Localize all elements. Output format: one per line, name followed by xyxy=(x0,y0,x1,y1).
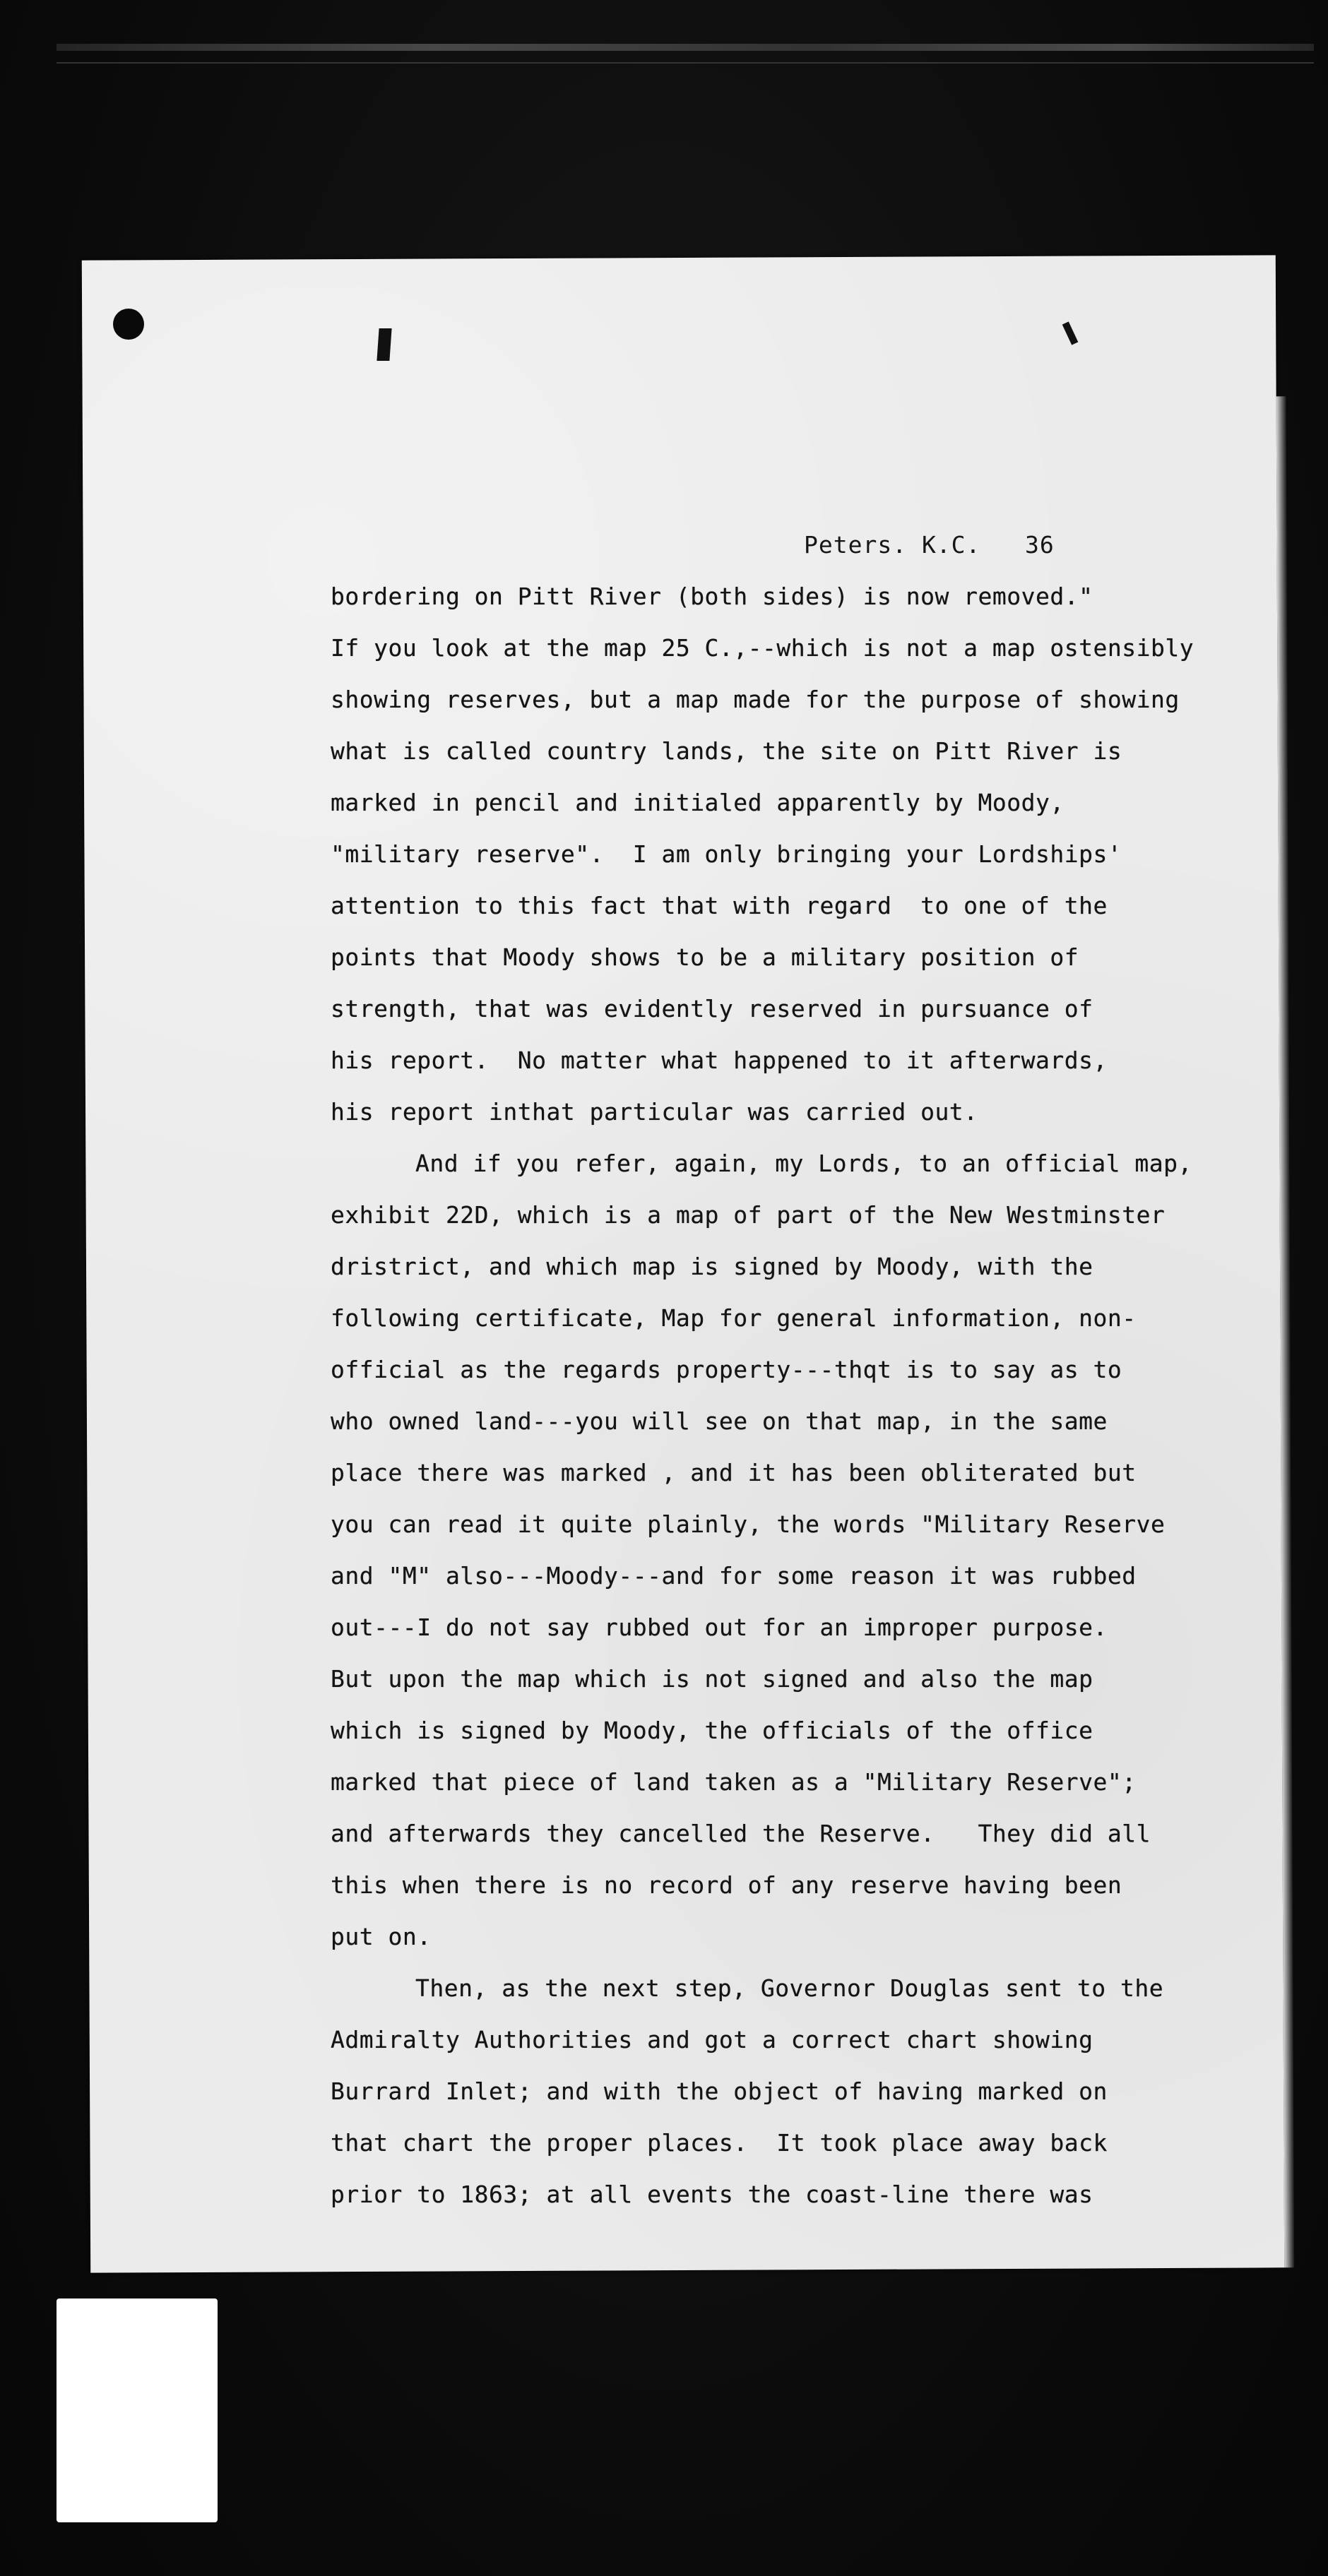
text-line: Then, as the next step, Governor Douglas sent to the xyxy=(415,1974,1164,2002)
text-line: strength, that was evidently reserved in pursuance of xyxy=(331,995,1093,1022)
text-line: dristrict, and which map is signed by Moody, with the xyxy=(331,1253,1093,1280)
text-line: marked in pencil and initialed apparently by Moody, xyxy=(331,789,1065,816)
text-line: Burrard Inlet; and with the object of having marked on xyxy=(331,2077,1108,2105)
staple-mark xyxy=(377,328,391,361)
text-line: put on. xyxy=(331,1923,432,1950)
text-line: place there was marked , and it has been obliterated but xyxy=(331,1459,1137,1486)
text-line: And if you refer, again, my Lords, to an official map, xyxy=(415,1150,1192,1177)
text-line: and afterwards they cancelled the Reserve. They did all xyxy=(331,1820,1151,1847)
text-line: official as the regards property---thqt is to say as to xyxy=(331,1356,1122,1383)
film-edge-line xyxy=(57,62,1314,64)
text-line: you can read it quite plainly, the words "Military Reserve xyxy=(331,1510,1166,1538)
text-line: and "M" also---Moody---and for some reason it was rubbed xyxy=(331,1562,1137,1590)
text-line: attention to this fact that with regard to one of the xyxy=(331,892,1108,919)
text-line: "military reserve". I am only bringing your Lordships' xyxy=(331,840,1122,868)
page-header: Peters. K.C. 36 xyxy=(804,531,1055,559)
text-line: showing reserves, but a map made for the purpose of showing xyxy=(331,686,1180,713)
punch-hole xyxy=(113,309,144,340)
text-line: But upon the map which is not signed and also the map xyxy=(331,1665,1093,1693)
text-line: Admiralty Authorities and got a correct chart showing xyxy=(331,2026,1093,2053)
text-line: exhibit 22D, which is a map of part of the New Westminster xyxy=(331,1201,1166,1229)
text-line: out---I do not say rubbed out for an improper purpose. xyxy=(331,1614,1108,1641)
blank-label-card xyxy=(57,2298,218,2522)
text-line: following certificate, Map for general information, non- xyxy=(331,1304,1137,1332)
film-edge-strip xyxy=(57,44,1314,51)
text-line: this when there is no record of any reserve having been xyxy=(331,1871,1122,1899)
text-line: his report inthat particular was carried out. xyxy=(331,1098,978,1126)
text-line: If you look at the map 25 C.,--which is not a map ostensibly xyxy=(331,634,1194,662)
document-body xyxy=(331,571,1270,2220)
text-line: what is called country lands, the site on Pitt River is xyxy=(331,737,1122,765)
text-line: prior to 1863; at all events the coast-line there was xyxy=(331,2181,1093,2208)
text-line: points that Moody shows to be a military position of xyxy=(331,943,1079,971)
text-line: which is signed by Moody, the officials of the office xyxy=(331,1717,1093,1744)
text-line: marked that piece of land taken as a "Military Reserve"; xyxy=(331,1768,1137,1796)
text-line: who owned land---you will see on that map, in the same xyxy=(331,1407,1108,1435)
text-line: his report. No matter what happened to it afterwards, xyxy=(331,1046,1108,1074)
text-line: bordering on Pitt River (both sides) is now removed." xyxy=(331,583,1093,610)
text-line: that chart the proper places. It took place away back xyxy=(331,2129,1108,2157)
